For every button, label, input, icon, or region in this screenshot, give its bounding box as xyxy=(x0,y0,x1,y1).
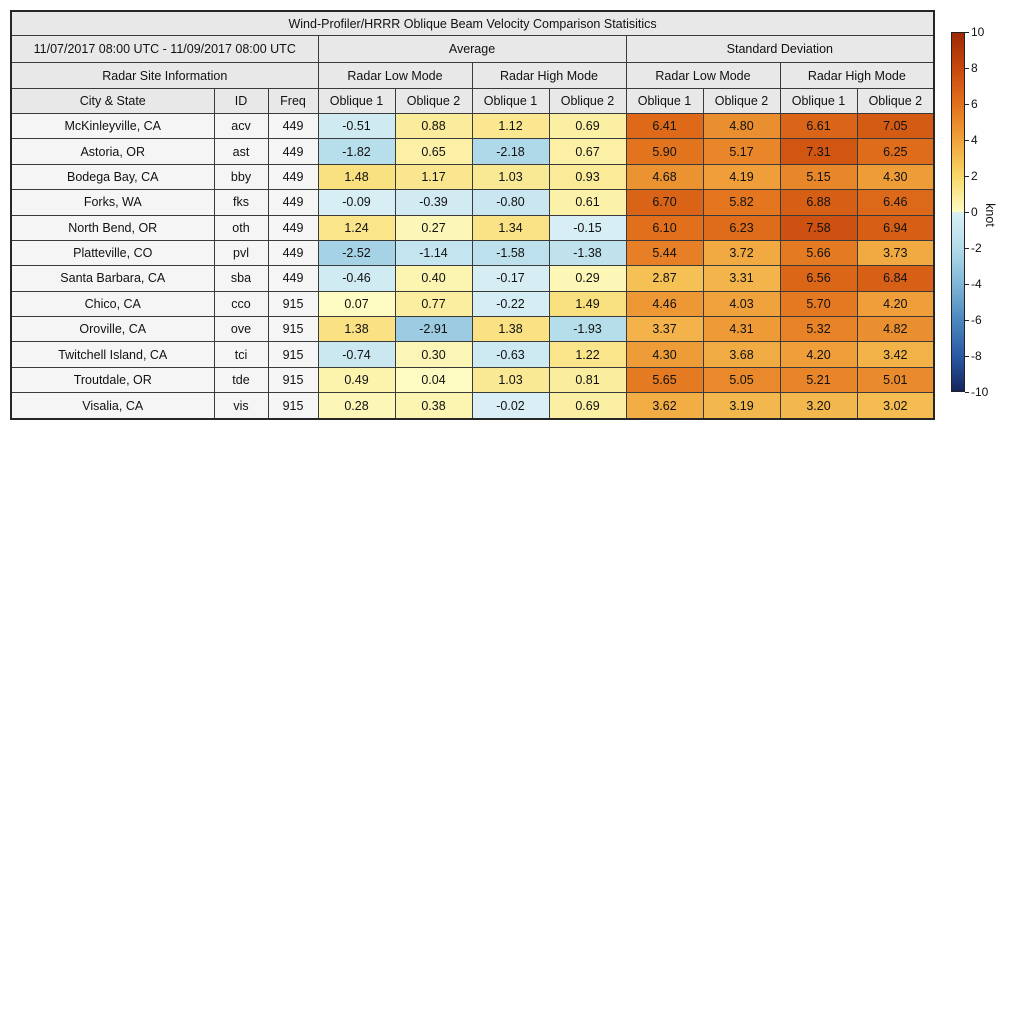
colorbar-tick-mark xyxy=(965,104,969,105)
cell-value: 5.44 xyxy=(626,240,703,265)
std-high-mode-header: Radar High Mode xyxy=(780,63,934,89)
cell-value: 0.04 xyxy=(395,367,472,392)
cell-value: 0.38 xyxy=(395,393,472,419)
colorbar-tick-label: 10 xyxy=(971,25,985,39)
cell-value: 1.34 xyxy=(472,215,549,240)
cell-value: -0.09 xyxy=(318,190,395,215)
cell-value: 4.82 xyxy=(857,317,934,342)
cell-value: 5.70 xyxy=(780,291,857,316)
cell-value: 0.07 xyxy=(318,291,395,316)
cell-value: 6.61 xyxy=(780,114,857,139)
cell-value: -0.39 xyxy=(395,190,472,215)
cell-value: -0.51 xyxy=(318,114,395,139)
cell-value: -2.18 xyxy=(472,139,549,164)
cell-value: -0.74 xyxy=(318,342,395,367)
cell-value: 6.46 xyxy=(857,190,934,215)
table-row xyxy=(11,114,934,139)
city-state-column-header: City & State xyxy=(11,89,214,114)
std-low-mode-header: Radar Low Mode xyxy=(626,63,780,89)
cell-city: McKinleyville, CA xyxy=(11,114,214,139)
colorbar-tick-mark xyxy=(965,392,969,393)
cell-value: -0.02 xyxy=(472,393,549,419)
cell-id: pvl xyxy=(214,240,268,265)
cell-value: 0.67 xyxy=(549,139,626,164)
cell-value: -1.82 xyxy=(318,139,395,164)
cell-freq: 449 xyxy=(268,190,318,215)
cell-value: 1.17 xyxy=(395,164,472,189)
cell-value: 6.94 xyxy=(857,215,934,240)
date-range-label: 11/07/2017 08:00 UTC - 11/09/2017 08:00 UTC xyxy=(11,36,318,63)
cell-value: 7.31 xyxy=(780,139,857,164)
cell-freq: 449 xyxy=(268,215,318,240)
cell-id: ast xyxy=(214,139,268,164)
cell-value: 5.15 xyxy=(780,164,857,189)
cell-value: 2.87 xyxy=(626,266,703,291)
table-title: Wind-Profiler/HRRR Oblique Beam Velocity Comparison Statisitics xyxy=(11,11,934,36)
table-row xyxy=(11,317,934,342)
cell-value: 0.69 xyxy=(549,114,626,139)
cell-value: -0.63 xyxy=(472,342,549,367)
cell-freq: 915 xyxy=(268,317,318,342)
std-deviation-group-header: Standard Deviation xyxy=(626,36,934,63)
cell-value: 4.30 xyxy=(626,342,703,367)
cell-city: Twitchell Island, CA xyxy=(11,342,214,367)
cell-value: 5.65 xyxy=(626,367,703,392)
cell-value: -1.93 xyxy=(549,317,626,342)
colorbar-unit-label: knot xyxy=(983,203,997,227)
cell-value: 7.58 xyxy=(780,215,857,240)
oblique2-column-header: Oblique 2 xyxy=(857,89,934,114)
avg-high-mode-header: Radar High Mode xyxy=(472,63,626,89)
cell-value: 5.21 xyxy=(780,367,857,392)
cell-id: vis xyxy=(214,393,268,419)
colorbar-tick-mark xyxy=(965,284,969,285)
cell-value: 3.37 xyxy=(626,317,703,342)
cell-value: -1.14 xyxy=(395,240,472,265)
cell-value: 3.62 xyxy=(626,393,703,419)
oblique1-column-header: Oblique 1 xyxy=(626,89,703,114)
cell-value: 7.05 xyxy=(857,114,934,139)
cell-value: 1.24 xyxy=(318,215,395,240)
statistics-table xyxy=(10,10,935,420)
cell-value: -0.46 xyxy=(318,266,395,291)
cell-value: 0.65 xyxy=(395,139,472,164)
cell-value: 4.20 xyxy=(857,291,934,316)
cell-freq: 449 xyxy=(268,164,318,189)
colorbar-tick-label: 0 xyxy=(971,205,978,219)
cell-id: fks xyxy=(214,190,268,215)
cell-value: 1.49 xyxy=(549,291,626,316)
cell-value: 1.03 xyxy=(472,164,549,189)
cell-value: 1.03 xyxy=(472,367,549,392)
colorbar-tick-label: -10 xyxy=(971,385,989,399)
id-column-header: ID xyxy=(214,89,268,114)
cell-value: 4.80 xyxy=(703,114,780,139)
title-row xyxy=(11,11,934,36)
colorbar-tick-mark xyxy=(965,140,969,141)
cell-value: 0.28 xyxy=(318,393,395,419)
table-row xyxy=(11,240,934,265)
cell-value: 0.77 xyxy=(395,291,472,316)
cell-freq: 449 xyxy=(268,240,318,265)
cell-id: ove xyxy=(214,317,268,342)
cell-value: 4.46 xyxy=(626,291,703,316)
colorbar-tick-label: 6 xyxy=(971,97,978,111)
cell-city: Platteville, CO xyxy=(11,240,214,265)
cell-value: 3.31 xyxy=(703,266,780,291)
cell-value: 0.81 xyxy=(549,367,626,392)
freq-column-header: Freq xyxy=(268,89,318,114)
cell-value: 0.93 xyxy=(549,164,626,189)
cell-value: 4.19 xyxy=(703,164,780,189)
cell-value: 0.27 xyxy=(395,215,472,240)
cell-freq: 915 xyxy=(268,367,318,392)
cell-freq: 915 xyxy=(268,342,318,367)
cell-city: Bodega Bay, CA xyxy=(11,164,214,189)
cell-value: 5.32 xyxy=(780,317,857,342)
cell-value: -1.38 xyxy=(549,240,626,265)
cell-value: 0.30 xyxy=(395,342,472,367)
colorbar-tick-label: 8 xyxy=(971,61,978,75)
oblique2-column-header: Oblique 2 xyxy=(395,89,472,114)
colorbar-tick-mark xyxy=(965,212,969,213)
cell-id: sba xyxy=(214,266,268,291)
cell-city: Astoria, OR xyxy=(11,139,214,164)
cell-value: 5.82 xyxy=(703,190,780,215)
radar-site-info-header: Radar Site Information xyxy=(11,63,318,89)
cell-value: 0.49 xyxy=(318,367,395,392)
cell-value: 6.88 xyxy=(780,190,857,215)
cell-value: -0.22 xyxy=(472,291,549,316)
colorbar-tick-mark xyxy=(965,176,969,177)
cell-value: 0.88 xyxy=(395,114,472,139)
cell-value: 4.31 xyxy=(703,317,780,342)
cell-value: 1.38 xyxy=(472,317,549,342)
cell-value: 4.30 xyxy=(857,164,934,189)
cell-value: 0.69 xyxy=(549,393,626,419)
cell-value: 6.56 xyxy=(780,266,857,291)
cell-value: 6.84 xyxy=(857,266,934,291)
table-row xyxy=(11,266,934,291)
cell-value: -2.52 xyxy=(318,240,395,265)
cell-value: 3.72 xyxy=(703,240,780,265)
cell-value: 1.22 xyxy=(549,342,626,367)
table-row xyxy=(11,164,934,189)
cell-value: 1.12 xyxy=(472,114,549,139)
cell-value: 0.61 xyxy=(549,190,626,215)
cell-value: 5.01 xyxy=(857,367,934,392)
oblique2-column-header: Oblique 2 xyxy=(703,89,780,114)
avg-low-mode-header: Radar Low Mode xyxy=(318,63,472,89)
cell-freq: 915 xyxy=(268,393,318,419)
cell-id: bby xyxy=(214,164,268,189)
average-group-header: Average xyxy=(318,36,626,63)
cell-value: 6.70 xyxy=(626,190,703,215)
colorbar-tick-label: -6 xyxy=(971,313,982,327)
cell-city: Santa Barbara, CA xyxy=(11,266,214,291)
colorbar-tick-mark xyxy=(965,248,969,249)
cell-value: -0.15 xyxy=(549,215,626,240)
cell-id: tde xyxy=(214,367,268,392)
cell-city: Oroville, CA xyxy=(11,317,214,342)
cell-city: Chico, CA xyxy=(11,291,214,316)
table-row xyxy=(11,215,934,240)
oblique1-column-header: Oblique 1 xyxy=(318,89,395,114)
cell-city: Visalia, CA xyxy=(11,393,214,419)
cell-freq: 449 xyxy=(268,114,318,139)
cell-value: 3.68 xyxy=(703,342,780,367)
colorbar-tick-mark xyxy=(965,32,969,33)
cell-id: cco xyxy=(214,291,268,316)
mode-header-row xyxy=(11,63,934,89)
cell-value: 6.23 xyxy=(703,215,780,240)
column-header-row xyxy=(11,89,934,114)
cell-value: 3.20 xyxy=(780,393,857,419)
cell-city: North Bend, OR xyxy=(11,215,214,240)
colorbar-tick-mark xyxy=(965,320,969,321)
colorbar-tick-mark xyxy=(965,356,969,357)
table-row xyxy=(11,367,934,392)
table-row xyxy=(11,393,934,419)
cell-value: 6.10 xyxy=(626,215,703,240)
cell-value: -2.91 xyxy=(395,317,472,342)
cell-freq: 449 xyxy=(268,266,318,291)
colorbar-tick-label: -8 xyxy=(971,349,982,363)
colorbar-tick-label: 4 xyxy=(971,133,978,147)
table-row xyxy=(11,190,934,215)
cell-value: 5.66 xyxy=(780,240,857,265)
cell-city: Troutdale, OR xyxy=(11,367,214,392)
group-header-row xyxy=(11,36,934,63)
cell-value: 3.42 xyxy=(857,342,934,367)
oblique2-column-header: Oblique 2 xyxy=(549,89,626,114)
cell-value: 3.19 xyxy=(703,393,780,419)
cell-value: -1.58 xyxy=(472,240,549,265)
cell-value: -0.17 xyxy=(472,266,549,291)
table-row xyxy=(11,342,934,367)
oblique1-column-header: Oblique 1 xyxy=(472,89,549,114)
cell-id: oth xyxy=(214,215,268,240)
cell-value: 5.17 xyxy=(703,139,780,164)
table-row xyxy=(11,139,934,164)
cell-city: Forks, WA xyxy=(11,190,214,215)
table-row xyxy=(11,291,934,316)
cell-value: -0.80 xyxy=(472,190,549,215)
cell-value: 0.40 xyxy=(395,266,472,291)
cell-value: 4.20 xyxy=(780,342,857,367)
cell-value: 3.73 xyxy=(857,240,934,265)
cell-value: 6.41 xyxy=(626,114,703,139)
colorbar-tick-label: -4 xyxy=(971,277,982,291)
cell-freq: 915 xyxy=(268,291,318,316)
cell-value: 6.25 xyxy=(857,139,934,164)
colorbar-tick-label: 2 xyxy=(971,169,978,183)
cell-value: 4.03 xyxy=(703,291,780,316)
cell-value: 1.38 xyxy=(318,317,395,342)
cell-id: tci xyxy=(214,342,268,367)
cell-value: 1.48 xyxy=(318,164,395,189)
colorbar-tick-label: -2 xyxy=(971,241,982,255)
colorbar xyxy=(951,32,965,392)
cell-value: 5.05 xyxy=(703,367,780,392)
cell-value: 5.90 xyxy=(626,139,703,164)
oblique1-column-header: Oblique 1 xyxy=(780,89,857,114)
cell-value: 4.68 xyxy=(626,164,703,189)
colorbar-tick-mark xyxy=(965,68,969,69)
cell-id: acv xyxy=(214,114,268,139)
cell-value: 0.29 xyxy=(549,266,626,291)
cell-freq: 449 xyxy=(268,139,318,164)
cell-value: 3.02 xyxy=(857,393,934,419)
